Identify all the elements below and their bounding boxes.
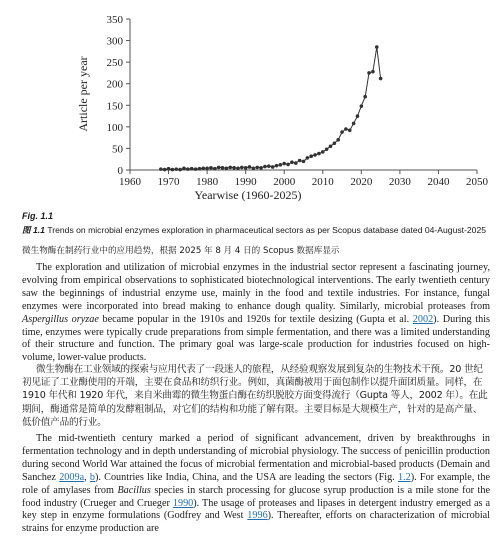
x-tick-label: 2000	[273, 176, 296, 188]
x-tick-label: 2030	[388, 176, 411, 188]
data-point	[163, 168, 167, 172]
trend-chart	[0, 0, 500, 205]
data-point	[221, 166, 225, 170]
data-point	[360, 104, 364, 108]
p3-text-a: The mid-twentieth century marked a period of significant advancement, driven by breakthroughs in fermentation technology and in depth understanding of microbial physiology. The success of penicillin production during second World War attained the focus of microbial fermentation and microbial-based products (Demain and Sanchez	[22, 433, 490, 483]
x-tick-label: 1980	[196, 176, 219, 188]
data-point	[186, 167, 190, 171]
y-tick-label: 50	[112, 143, 123, 156]
x-axis	[119, 170, 489, 188]
data-point	[325, 147, 329, 151]
data-point	[255, 166, 259, 170]
data-point	[317, 152, 321, 156]
data-point	[371, 70, 375, 74]
data-point	[194, 167, 198, 171]
paragraph-mid-century	[22, 433, 490, 536]
data-point	[375, 45, 379, 49]
series-points	[159, 45, 382, 171]
citation-link-2009a[interactable]: 2009a	[59, 471, 85, 483]
data-point	[294, 161, 298, 165]
data-point	[232, 166, 236, 170]
x-tick-label: 1960	[119, 176, 141, 188]
y-tick-label: 150	[106, 100, 123, 113]
y-tick-label: 250	[106, 57, 123, 70]
paragraph-history-early-chinese: 微生物酶在工业领域的探索与应用代表了一段迷人的旅程，从经验观察发展到复杂的生物技术干预。20 世纪初见证了工业酶使用的开端，主要在食品和纺织行业。例如，真菌酶被用于面包制作以提升面团质量。同样，在 1910 年代和 1920 年代，来自米曲霉的微生物蛋白酶在纺织脱胶方面变得流行（Gupta 等人，2002 年）。在此期间，酶通常是简单的发酵粗制品，对它们的结构和功能了解有限。主要目标是大规模生产，针对的是高产量、低价值产品的行业。	[22, 364, 488, 428]
data-point	[248, 165, 252, 169]
x-tick-label: 1970	[157, 176, 180, 188]
data-point	[348, 129, 352, 133]
paragraph-history-early	[22, 262, 490, 365]
data-point	[306, 156, 310, 160]
data-point	[225, 166, 229, 170]
species-aspergillus: Aspergillus oryzae	[22, 313, 99, 325]
data-point	[205, 166, 209, 170]
data-point	[190, 167, 194, 171]
data-point	[329, 144, 333, 148]
data-point	[352, 122, 356, 126]
p3-text-e: ). The usage of proteases and lipases in detergent industry emerged as a key step in enzyme formulations (Godfrey and West	[22, 497, 490, 522]
data-point	[279, 163, 283, 167]
y-tick-label: 350	[106, 14, 123, 26]
citation-link-2002[interactable]: 2002	[412, 313, 434, 325]
y-tick-label: 0	[117, 165, 123, 177]
p1-text-b: became popular in the 1910s and 1920s for textile desizing (Gupta et al.	[98, 313, 413, 325]
data-point	[275, 164, 279, 168]
x-tick-label: 2050	[466, 176, 488, 188]
citation-link-1990[interactable]: 1990	[172, 497, 194, 509]
data-point	[244, 166, 248, 170]
p1-text-c: ). During this time, enzymes were typically crude preparations from simple fermentation, and there was a limited understanding of their structure and function. The primary goal was large-scale production for industries focused on high-volume, lower-value products.	[22, 313, 490, 364]
data-point	[271, 165, 275, 169]
data-point	[344, 127, 348, 131]
data-point	[333, 141, 337, 145]
data-point	[340, 130, 344, 134]
series-line	[161, 47, 381, 170]
y-tick-label: 300	[106, 35, 123, 48]
figure-caption	[22, 225, 492, 236]
data-point	[309, 154, 313, 158]
data-point	[267, 164, 271, 168]
data-point	[209, 166, 213, 170]
y-axis	[107, 14, 131, 177]
data-point	[313, 153, 317, 157]
data-point	[182, 166, 186, 170]
figure-caption-text: Trends on microbial enzymes exploration in pharmaceutical sectors as per Scopus database dated 04-August-2025	[47, 225, 487, 235]
data-point	[356, 114, 360, 118]
data-point	[282, 162, 286, 166]
y-axis-title: Article per year	[76, 56, 90, 132]
p1-text-a: The exploration and utilization of microbial enzymes in the industrial sector represent a fascinating journey, evolving from empirical observations to sophisticated biotechnological interventions. The early twentieth century saw the beginnings of industrial enzyme use, mainly in the food and textile industries. For instance, fungal enzymes were incorporated into bread making to enhance dough quality. Similarly, microbial proteases from	[22, 262, 490, 312]
data-point	[198, 167, 202, 171]
p3-text-b: ). Countries like India, China, and the USA are leading the sectors (Fig.	[94, 471, 398, 483]
figure-link-1-2[interactable]: 1.2	[397, 471, 411, 483]
data-point	[174, 167, 178, 171]
x-tick-label: 2020	[350, 176, 373, 188]
data-point	[336, 138, 340, 142]
figure-caption-label: 图 1.1	[22, 225, 45, 235]
y-tick-label: 200	[106, 78, 123, 91]
x-axis-title: Yearwise (1960-2025)	[194, 188, 302, 202]
data-point	[217, 166, 221, 170]
data-point	[167, 167, 171, 171]
data-point	[298, 159, 302, 163]
data-point	[159, 167, 163, 171]
data-point	[213, 167, 217, 171]
data-point	[171, 168, 175, 172]
p3-text-c: ). For example, the role of amylases from	[22, 471, 490, 496]
data-point	[252, 166, 256, 170]
p3-text-d: species in starch processing for glucose syrup production is a mile stone for the food industry (Crueger and Crueger	[22, 484, 490, 509]
x-tick-label: 1990	[234, 176, 257, 188]
data-point	[201, 166, 205, 170]
y-tick-label: 100	[106, 121, 123, 134]
data-point	[379, 77, 383, 81]
data-point	[240, 166, 244, 170]
data-point	[286, 163, 290, 167]
p3-separator: ,	[84, 471, 90, 483]
data-point	[302, 160, 306, 164]
data-point	[290, 160, 294, 164]
data-point	[367, 71, 371, 75]
data-point	[178, 168, 182, 172]
p3-text-f: ). Thereafter, efforts on characterization of microbial strains for enzyme production are	[22, 510, 490, 535]
x-tick-label: 2010	[311, 176, 334, 188]
data-point	[236, 166, 240, 170]
data-point	[228, 166, 232, 170]
x-tick-label: 2040	[427, 176, 450, 188]
data-point	[363, 95, 367, 99]
species-bacillus: Bacillus	[117, 484, 151, 496]
data-point	[321, 150, 325, 154]
citation-link-1996[interactable]: 1996	[247, 510, 268, 522]
data-point	[259, 166, 263, 170]
data-point	[263, 165, 267, 169]
figure-caption-chinese: 微生物酶在制药行业中的应用趋势，根据 2025 年 8 月 4 日的 Scopus 数据库显示	[22, 246, 340, 256]
figure-tag: Fig. 1.1	[22, 211, 54, 221]
citation-link-2009b[interactable]: b	[89, 471, 95, 483]
